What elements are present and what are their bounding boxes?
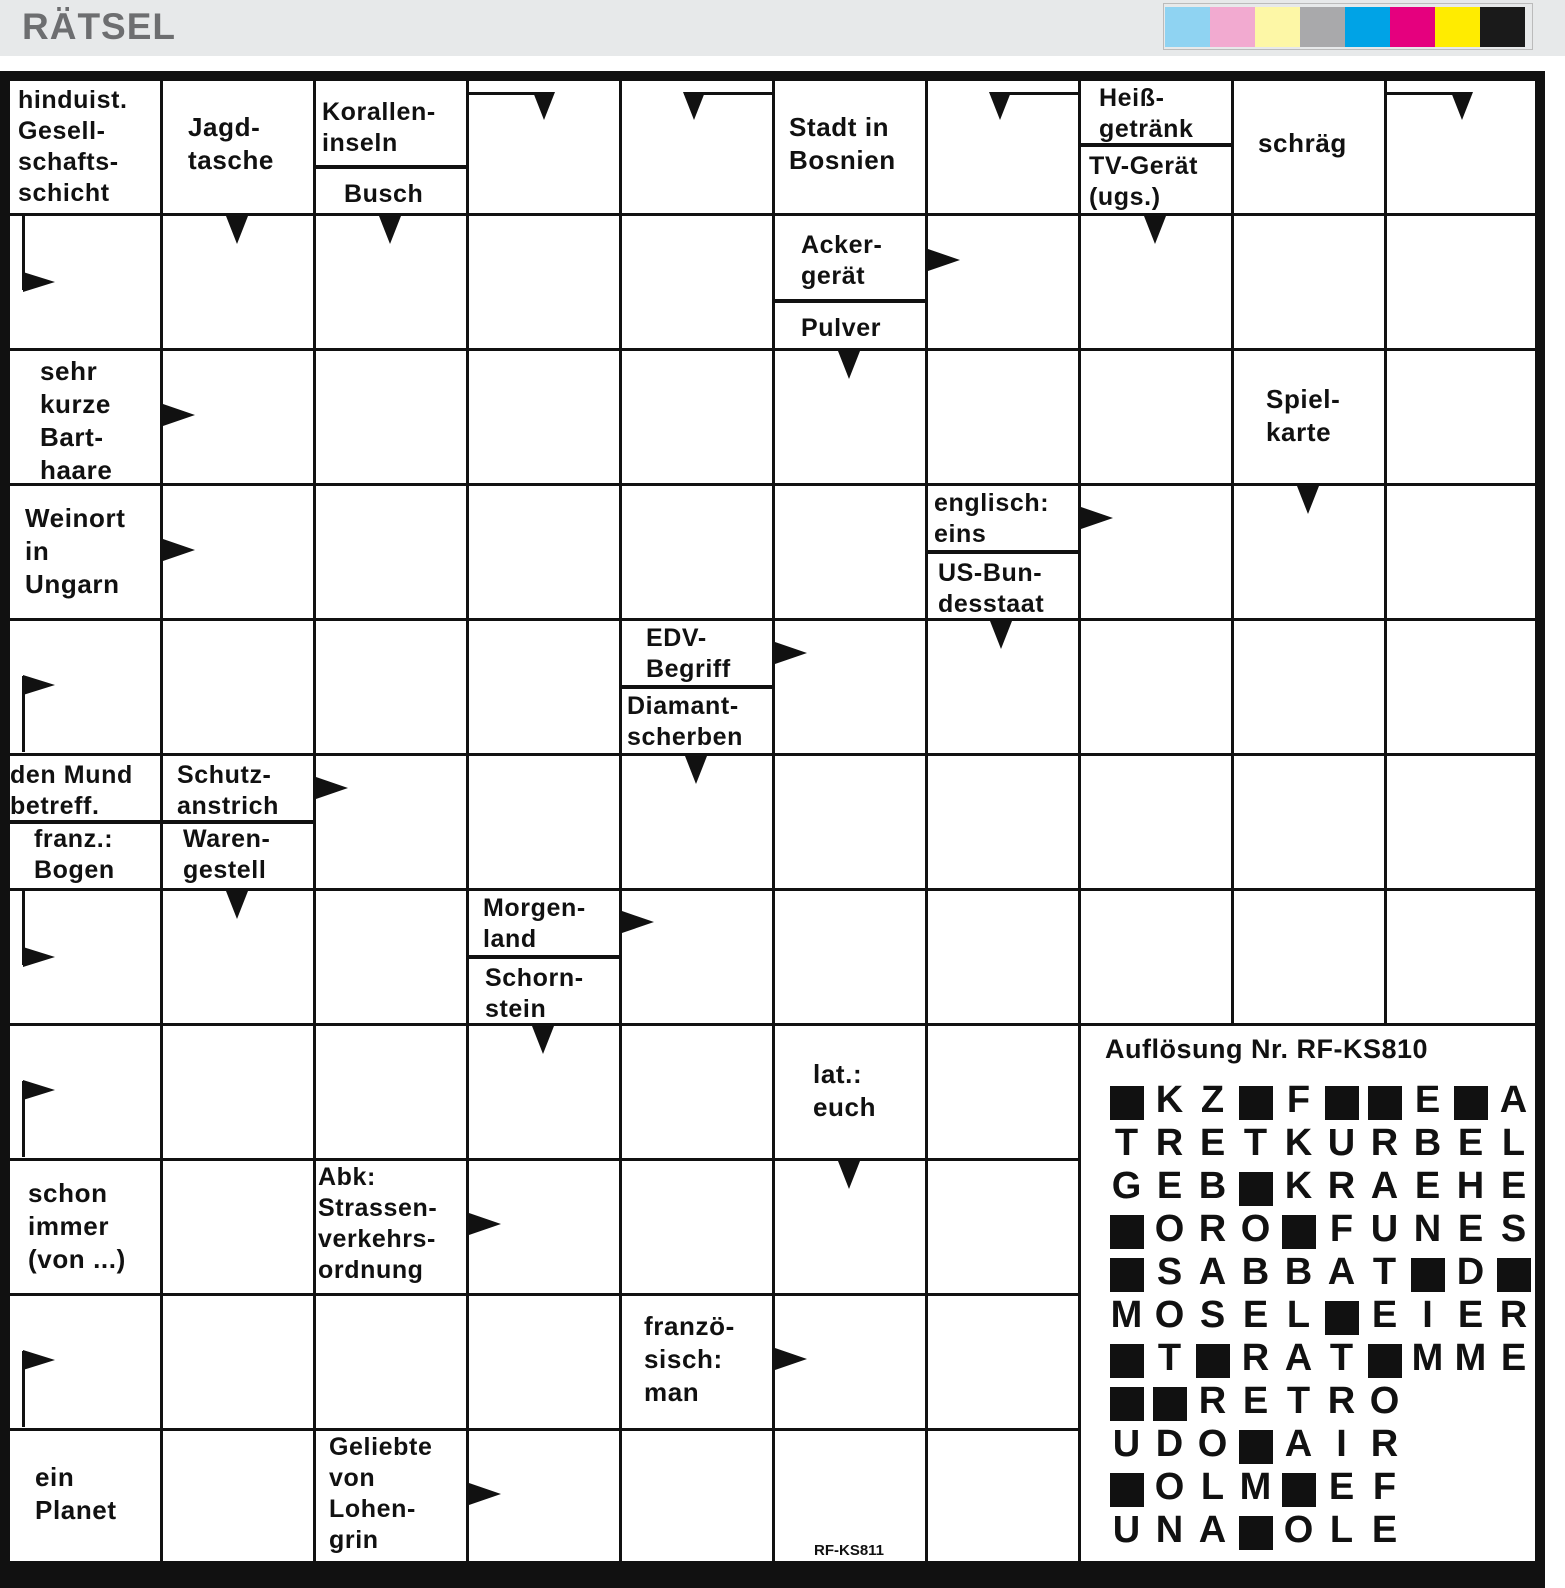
answer-cell[interactable] [316,351,466,483]
solution-letter: L [1329,1508,1354,1551]
clue-cell [775,81,925,213]
solution-letter: L [1286,1293,1311,1336]
down-arrow-icon [990,621,1012,649]
answer-cell[interactable] [1081,486,1231,618]
answer-cell[interactable] [928,1161,1078,1293]
answer-cell[interactable] [775,621,925,753]
answer-cell[interactable] [928,1026,1078,1158]
answer-cell[interactable] [316,486,466,618]
black-square [1497,1258,1531,1292]
solution-letter: H [1456,1164,1485,1207]
solution-letter: S [1199,1293,1226,1336]
clue-text-bottom: Schorn- stein [485,964,584,1023]
color-bar [1165,4,1525,50]
black-square [1153,1387,1187,1421]
answer-cell[interactable] [622,1026,772,1158]
solution-letter: E [1371,1293,1398,1336]
solution-letter: O [1154,1207,1185,1250]
solution-letter: R [1370,1422,1399,1465]
black-square [1110,1387,1144,1421]
right-arrow-icon [163,404,195,426]
clue-cell [775,1026,925,1158]
clue-text: ein Planet [35,1462,117,1525]
solution-row [1105,1336,1535,1380]
clue-divider [622,685,772,689]
answer-cell[interactable] [316,1026,466,1158]
answer-cell[interactable] [1081,351,1231,483]
answer-cell[interactable] [928,216,1078,348]
solution-letter: L [1501,1121,1526,1164]
down-arrow-icon [1451,92,1473,120]
answer-cell[interactable] [1387,621,1535,753]
solution-letter: S [1156,1250,1183,1293]
solution-letter: E [1242,1379,1269,1422]
answer-cell[interactable] [1387,216,1535,348]
solution-letter: U [1327,1121,1356,1164]
color-swatch [1345,7,1390,47]
right-arrow-icon [23,1350,55,1370]
solution-cell [1191,1336,1234,1380]
down-arrow-icon [533,92,555,120]
clue-text-bottom: Waren- gestell [183,825,271,884]
solution-letter: M [1239,1465,1272,1508]
clue-text-bottom: Busch [344,180,424,208]
solution-letter: R [1241,1336,1270,1379]
solution-row [1105,1379,1406,1423]
answer-cell[interactable] [1234,621,1384,753]
clue-text: Stadt in Bosnien [789,112,896,175]
solution-letter: F [1329,1207,1354,1250]
right-arrow-icon [23,272,55,292]
solution-letter: O [1240,1207,1271,1250]
solution-cell [1406,1250,1449,1294]
answer-cell[interactable] [163,1431,313,1561]
solution-cell [1492,1250,1535,1294]
solution-letter: A [1284,1336,1313,1379]
solution-cell [1277,1207,1320,1251]
clue-cell [316,1161,466,1293]
solution-letter: A [1327,1250,1356,1293]
clue-text: schon immer (von ...) [28,1178,126,1274]
solution-cell [1320,1078,1363,1122]
solution-row [1105,1078,1535,1122]
solution-letter: T [1243,1121,1268,1164]
right-arrow-icon [163,539,195,561]
solution-letter: G [1111,1164,1142,1207]
clue-divider [469,955,619,959]
solution-cell [1277,1465,1320,1509]
solution-letter: T [1286,1379,1311,1422]
down-arrow-icon [838,351,860,379]
clue-cell-split [622,621,772,753]
solution-cell [1105,1078,1148,1122]
answer-cell[interactable] [622,216,772,348]
clue-text-top: Acker- gerät [801,231,883,290]
solution-cell [1363,1078,1406,1122]
answer-cell[interactable] [1081,621,1231,753]
right-arrow-icon [23,675,55,695]
solution-letter: N [1155,1508,1184,1551]
color-swatch [1255,7,1300,47]
clue-cell [1234,81,1384,213]
black-square [1110,1258,1144,1292]
solution-letter: A [1198,1250,1227,1293]
solution-letter: R [1155,1121,1184,1164]
solution-cell [1105,1207,1148,1251]
clue-text-bottom: Diamant- scherben [627,692,743,751]
solution-row [1105,1422,1406,1466]
solution-row [1105,1293,1535,1337]
clue-text-top: EDV- Begriff [646,624,731,683]
right-arrow-icon [23,1080,55,1100]
clue-divider [928,550,1078,554]
solution-letter: T [1114,1121,1139,1164]
clue-text: Weinort in Ungarn [25,503,126,599]
clue-text-bottom: Pulver [801,314,882,342]
solution-letter: B [1284,1250,1313,1293]
clue-text: Geliebte von Lohen- grin [329,1433,433,1554]
black-square [1196,1344,1230,1378]
solution-cell [1234,1422,1277,1466]
solution-letter: E [1414,1164,1441,1207]
clue-cell-split [775,216,925,348]
clue-text: lat.: euch [813,1059,877,1122]
black-square [1110,1344,1144,1378]
clue-cell [10,1161,160,1293]
solution-letter: A [1370,1164,1399,1207]
solution-letter: O [1369,1379,1400,1422]
solution-title: Auflösung Nr. RF-KS810 [1105,1034,1429,1064]
clue-divider [316,165,466,169]
solution-row [1105,1250,1535,1294]
solution-letter: R [1499,1293,1528,1336]
clue-text: sehr kurze Bart- haare [40,356,113,483]
solution-letter: O [1154,1293,1185,1336]
solution-letter: E [1457,1293,1484,1336]
solution-row [1105,1121,1535,1165]
answer-cell[interactable] [622,1431,772,1561]
solution-letter: M [1411,1336,1444,1379]
solution-letter: I [1422,1293,1433,1336]
black-square [1282,1473,1316,1507]
clue-cell [10,486,160,618]
solution-letter: E [1328,1465,1355,1508]
solution-letter: E [1414,1078,1441,1121]
solution-letter: E [1500,1164,1527,1207]
solution-row [1105,1207,1535,1251]
color-swatch [1480,7,1525,47]
right-arrow-icon [469,1483,501,1505]
solution-letter: T [1372,1250,1397,1293]
solution-row [1105,1164,1535,1208]
solution-letter: A [1284,1422,1313,1465]
solution-letter: B [1241,1250,1270,1293]
answer-cell[interactable] [316,756,466,888]
answer-cell[interactable] [928,1296,1078,1428]
answer-cell[interactable] [1387,756,1535,888]
solution-letter: K [1284,1164,1313,1207]
answer-cell[interactable] [1387,891,1535,1023]
black-square [1454,1086,1488,1120]
down-arrow-icon [532,1026,554,1054]
answer-cell[interactable] [469,1296,619,1428]
solution-row [1105,1508,1406,1552]
right-arrow-icon [1081,507,1113,529]
answer-cell[interactable] [622,486,772,618]
solution-letter: O [1197,1422,1228,1465]
clue-text: Spiel- karte [1266,384,1341,447]
answer-cell[interactable] [622,1161,772,1293]
solution-letter: O [1154,1465,1185,1508]
puzzle-code: RF-KS811 [814,1542,885,1559]
black-square [1110,1215,1144,1249]
answer-cell[interactable] [163,1161,313,1293]
solution-row [1105,1465,1406,1509]
clue-cell-split [469,891,619,1023]
clue-text-bottom: franz.: Bogen [34,825,115,884]
color-swatch [1300,7,1345,47]
clue-text: schräg [1258,128,1347,158]
clue-cell [622,1296,772,1428]
solution-letter: K [1284,1121,1313,1164]
solution-letter: U [1112,1508,1141,1551]
clue-text-top: Morgen- land [483,894,586,953]
down-arrow-icon [989,92,1011,120]
clue-cell [10,81,160,213]
clue-text-top: Korallen- inseln [322,98,436,157]
answer-cell[interactable] [469,756,619,888]
answer-cell[interactable] [1234,756,1384,888]
solution-letter: R [1327,1379,1356,1422]
black-square [1239,1430,1273,1464]
clue-text: franzö- sisch: man [644,1311,735,1407]
clue-cell [316,1431,466,1561]
clue-text-top: den Mund betreff. [10,761,133,820]
answer-cell[interactable] [928,1431,1078,1561]
solution-letter: E [1242,1293,1269,1336]
black-square [1239,1172,1273,1206]
solution-cell [1363,1336,1406,1380]
black-square [1110,1473,1144,1507]
solution-cell [1148,1379,1191,1423]
solution-letter: B [1198,1164,1227,1207]
right-arrow-icon [469,1213,501,1235]
answer-cell[interactable] [1234,216,1384,348]
color-swatch [1390,7,1435,47]
black-square [1239,1086,1273,1120]
solution-cell [1234,1078,1277,1122]
solution-letter: S [1500,1207,1527,1250]
clue-text: hinduist. Gesell- schafts- schicht [18,86,128,207]
answer-cell[interactable] [469,486,619,618]
clue-cell [163,81,313,213]
solution-letter: M [1110,1293,1143,1336]
color-swatch [1435,7,1480,47]
solution-letter: I [1336,1422,1347,1465]
solution-letter: E [1156,1164,1183,1207]
solution-cell [1234,1164,1277,1208]
solution-letter: A [1198,1508,1227,1551]
solution-box [1081,1026,1535,1561]
solution-letter: A [1499,1078,1528,1121]
solution-letter: O [1283,1508,1314,1551]
clue-cell-split [928,486,1078,618]
answer-cell[interactable] [469,351,619,483]
answer-cell[interactable] [928,756,1078,888]
solution-letter: E [1199,1121,1226,1164]
solution-letter: M [1454,1336,1487,1379]
black-square [1368,1344,1402,1378]
clue-cell-split [1081,81,1231,213]
black-square [1282,1215,1316,1249]
clue-text-top: englisch: eins [934,489,1050,548]
right-arrow-icon [316,777,348,799]
answer-cell[interactable] [163,1026,313,1158]
clue-text-top: Schutz- anstrich [177,761,280,820]
solution-letter: E [1457,1207,1484,1250]
clue-text-top: Heiß- getränk [1099,84,1194,143]
answer-cell[interactable] [622,351,772,483]
black-square [1325,1301,1359,1335]
solution-letter: L [1200,1465,1225,1508]
answer-cell[interactable] [469,621,619,753]
answer-cell[interactable] [775,486,925,618]
page-title: RÄTSEL [22,6,176,47]
clue-cell [1234,351,1384,483]
solution-cell [1234,1508,1277,1552]
solution-cell [1105,1250,1148,1294]
answer-cell[interactable] [1234,891,1384,1023]
solution-letter: D [1155,1422,1184,1465]
down-arrow-icon [1144,216,1166,244]
black-square [1411,1258,1445,1292]
black-square [1368,1086,1402,1120]
answer-cell[interactable] [316,1296,466,1428]
solution-letter: U [1370,1207,1399,1250]
solution-letter: R [1327,1164,1356,1207]
answer-cell[interactable] [775,756,925,888]
solution-cell [1105,1336,1148,1380]
answer-cell[interactable] [163,1296,313,1428]
clue-text-bottom: TV-Gerät (ugs.) [1089,152,1198,211]
header-bar [0,0,1565,56]
down-arrow-icon [226,216,248,244]
solution-letter: T [1157,1336,1182,1379]
answer-cell[interactable] [775,891,925,1023]
color-swatch [1210,7,1255,47]
answer-cell[interactable] [316,621,466,753]
solution-cell [1105,1379,1148,1423]
answer-cell[interactable] [1387,351,1535,483]
answer-cell[interactable] [1081,756,1231,888]
solution-cell [1105,1465,1148,1509]
solution-letter: E [1457,1121,1484,1164]
solution-letter: E [1371,1508,1398,1551]
clue-cell-split [316,81,466,213]
answer-cell[interactable] [163,621,313,753]
solution-letter: R [1198,1207,1227,1250]
down-arrow-icon [1297,486,1319,514]
right-arrow-icon [775,1348,807,1370]
solution-letter: K [1155,1078,1184,1121]
solution-letter: E [1500,1336,1527,1379]
black-square [1110,1086,1144,1120]
solution-letter: Z [1200,1078,1225,1121]
right-arrow-icon [622,911,654,933]
solution-cell [1449,1078,1492,1122]
black-square [1325,1086,1359,1120]
clue-cell [10,1431,160,1561]
right-arrow-icon [775,642,807,664]
clue-cell-split [163,756,313,888]
solution-letter: B [1413,1121,1442,1164]
solution-letter: F [1286,1078,1311,1121]
answer-cell[interactable] [469,216,619,348]
down-arrow-icon [683,92,705,120]
solution-letter: U [1112,1422,1141,1465]
down-arrow-icon [838,1161,860,1189]
solution-letter: F [1372,1465,1397,1508]
clue-text: Abk: Strassen- verkehrs- ordnung [318,1163,438,1284]
solution-letter: R [1370,1121,1399,1164]
clue-cell [10,351,160,483]
answer-cell[interactable] [928,891,1078,1023]
answer-cell[interactable] [1081,891,1231,1023]
answer-cell[interactable] [1387,486,1535,618]
clue-cell-split [10,756,160,888]
color-swatch [1165,7,1210,47]
answer-cell[interactable] [928,351,1078,483]
down-arrow-icon [226,891,248,919]
right-arrow-icon [23,947,55,967]
solution-letter: T [1329,1336,1354,1379]
solution-cell [1320,1293,1363,1337]
answer-cell[interactable] [316,891,466,1023]
black-square [1239,1516,1273,1550]
solution-letter: N [1413,1207,1442,1250]
solution-letter: D [1456,1250,1485,1293]
clue-text-bottom: US-Bun- desstaat [938,559,1045,618]
clue-divider [775,299,925,303]
solution-letter: R [1198,1379,1227,1422]
down-arrow-icon [685,756,707,784]
clue-text: Jagd- tasche [188,112,274,175]
down-arrow-icon [379,216,401,244]
right-arrow-icon [928,249,960,271]
